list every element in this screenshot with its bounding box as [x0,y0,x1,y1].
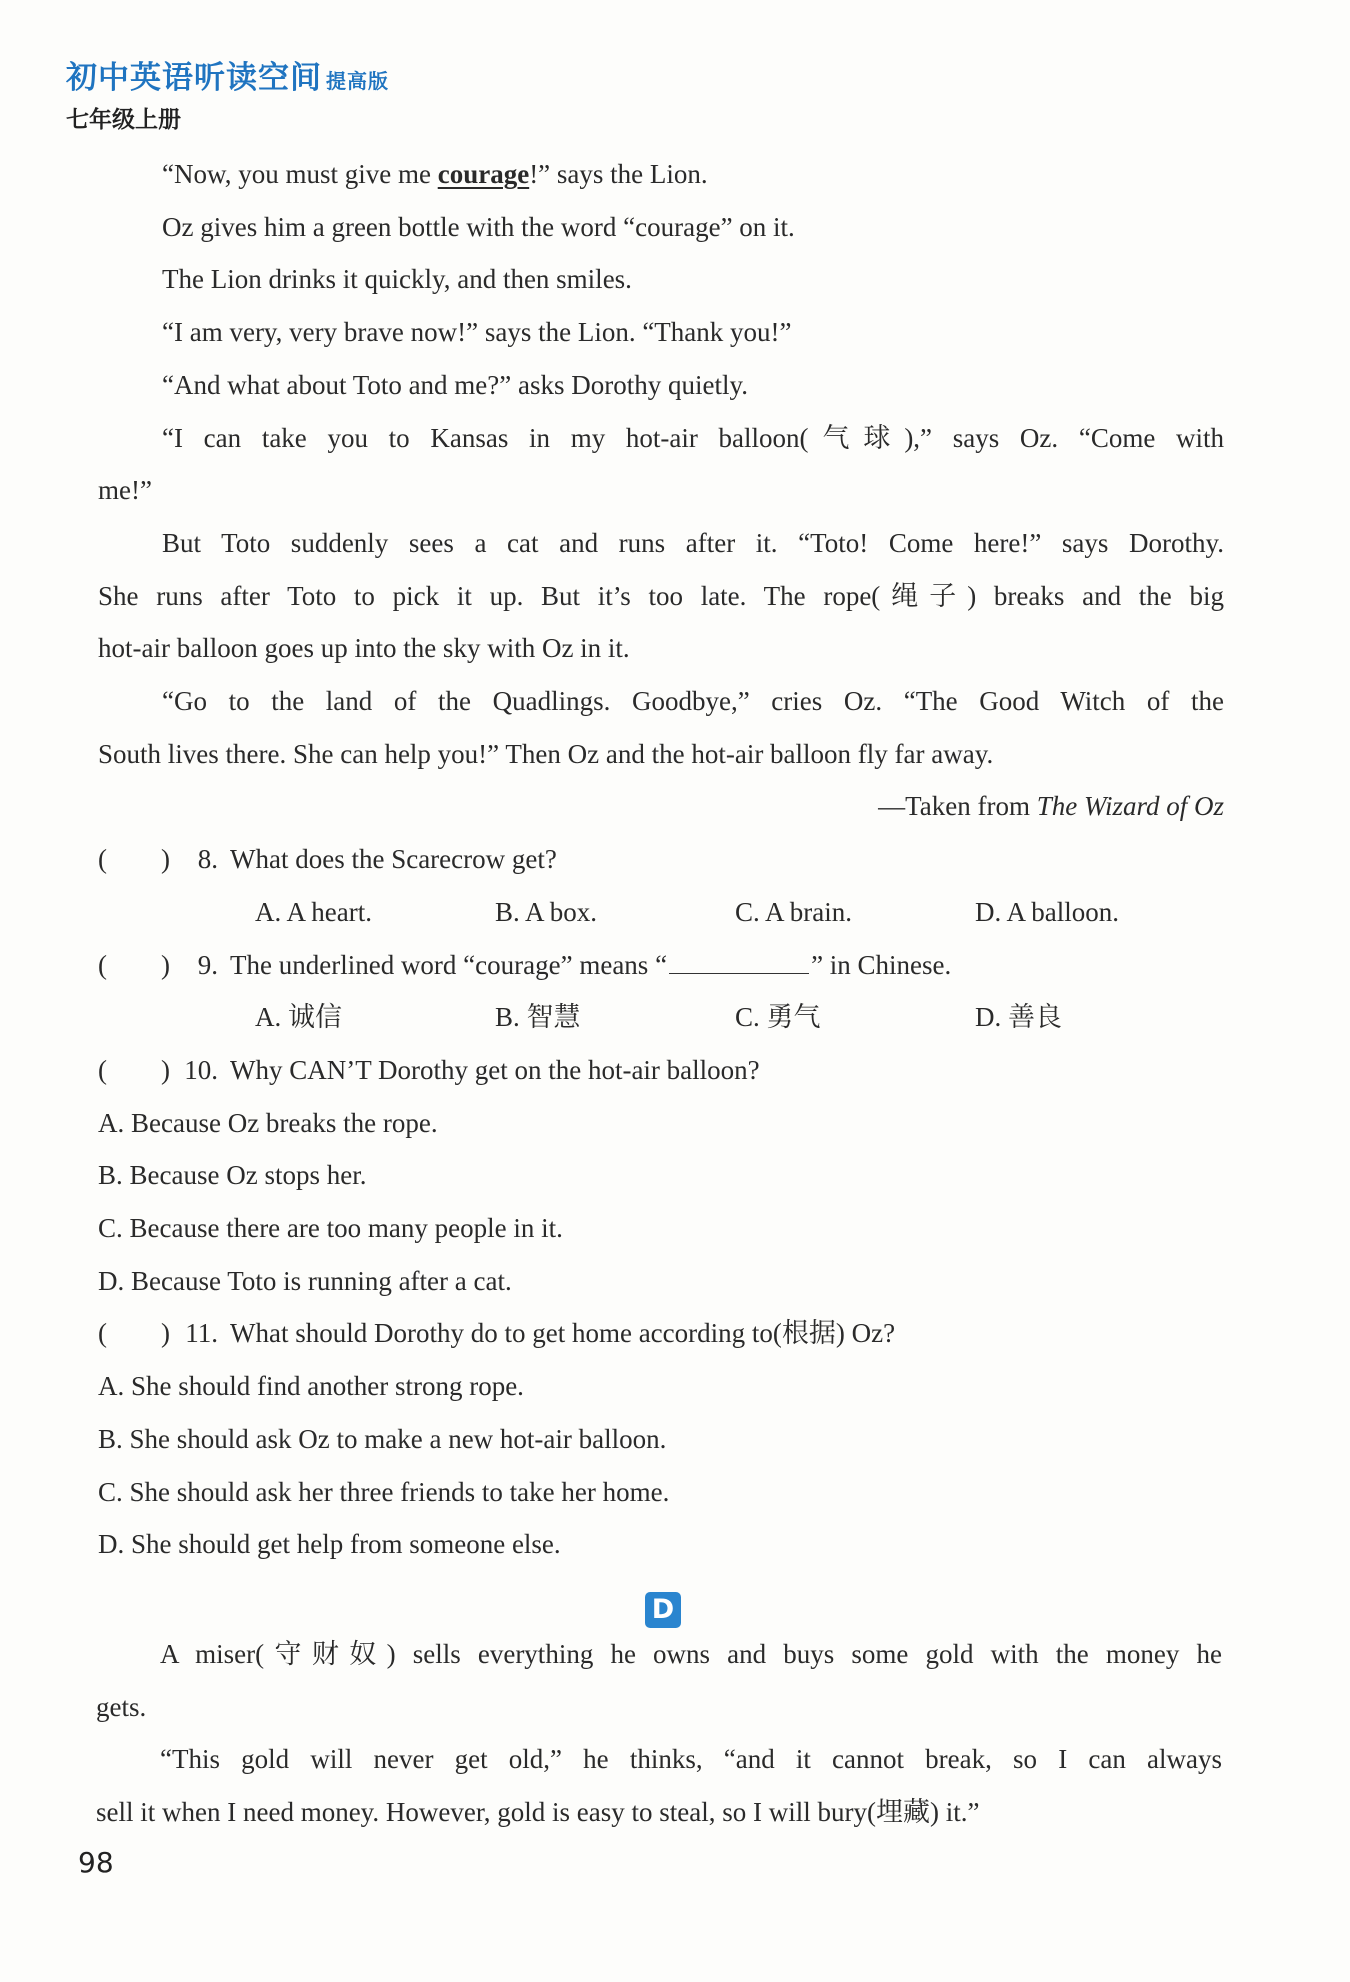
story-line: “I can take you to Kansas in my hot-air balloon(气球),” says Oz. “Come with [162,422,1224,453]
option-b: B. She should ask Oz to make a new hot-air balloon. [98,1423,667,1454]
page-header [66,52,389,134]
option-a: A. Because Oz breaks the rope. [98,1107,438,1138]
option-b: B. 智慧 [495,1002,581,1033]
story-paragraph: “Now, you must give me courage!” says the Lion. [162,159,708,189]
question-8 [98,833,1224,886]
story-paragraph: Oz gives him a green bottle with the word “courage” on it. [162,211,795,242]
answer-blank[interactable]: ( ) [98,949,170,980]
book-title-text: 初中英语听读空间 [66,60,322,96]
book-title [66,52,389,97]
story-line: gets. [96,1691,147,1722]
story-line: “This gold will never get old,” he thinks, “and it cannot break, so I can always [160,1744,1222,1775]
question-8-options [255,886,1224,939]
page-number: 98 [78,1846,114,1879]
story-line: She runs after Toto to pick it up. But it’s too late. The rope(绳子) breaks and the big [98,580,1224,611]
question-number: 10. [184,1054,218,1085]
question-number: 8. [197,844,218,875]
grade-label: 七年级上册 [66,107,181,133]
story-text [98,148,1224,1571]
option-d: D. 善良 [975,1002,1062,1033]
story-paragraph: “And what about Toto and me?” asks Dorothy quietly. [162,369,748,400]
question-number: 9. [197,949,218,980]
question-9-options [255,991,1224,1044]
option-a: A. 诚信 [255,1002,342,1033]
answer-blank[interactable]: ( ) [98,1318,170,1349]
option-d: D. A balloon. [975,896,1120,927]
option-c: C. Because there are too many people in it. [98,1213,563,1244]
fill-in-blank[interactable] [669,943,809,974]
question-text: What does the Scarecrow get? [230,844,557,875]
story-line: But Toto suddenly sees a cat and runs after it. “Toto! Come here!” says Dorothy. [162,527,1224,558]
story-line: sell it when I need money. However, gold is easy to steal, so I will bury(埋藏) it.” [96,1797,980,1828]
question-text: What should Dorothy do to get home according to(根据) Oz? [230,1318,896,1349]
question-10 [98,1044,1224,1097]
question-number: 11. [185,1318,218,1349]
question-11 [98,1307,1224,1360]
story-paragraph: “I am very, very brave now!” says the Lion. “Thank you!” [162,317,792,348]
story-line: “Go to the land of the Quadlings. Goodbye,” cries Oz. “The Good Witch of the [162,686,1224,717]
option-c: C. 勇气 [735,1002,821,1033]
option-c: C. She should ask her three friends to take her home. [98,1476,670,1507]
option-a: A. She should find another strong rope. [98,1371,524,1402]
story-paragraph: The Lion drinks it quickly, and then smiles. [162,264,632,295]
answer-blank[interactable]: ( ) [98,1054,170,1085]
edition-label: 提高版 [326,69,389,93]
question-text: Why CAN’T Dorothy get on the hot-air balloon? [230,1054,760,1085]
section-d-badge: D [645,1592,681,1628]
question-9 [98,939,1224,992]
story-line: A miser(守财奴) sells everything he owns and buys some gold with the money he [160,1639,1222,1669]
option-a: A. A heart. [255,896,372,927]
answer-blank[interactable]: ( ) [98,844,170,875]
option-c: C. A brain. [735,896,853,927]
source-citation: —Taken from The Wizard of Oz [878,791,1224,822]
story-line: hot-air balloon goes up into the sky with Oz in it. [98,633,630,664]
story-line: me!” [98,475,152,506]
section-d-text [96,1628,1222,1839]
option-d: D. Because Toto is running after a cat. [98,1265,512,1296]
option-b: B. Because Oz stops her. [98,1160,367,1191]
question-text: The underlined word “courage” means “ ” in Chinese. [230,939,951,992]
underlined-word: courage [437,159,530,189]
source-title: The Wizard of Oz [1036,791,1224,822]
option-d: D. She should get help from someone else. [98,1529,561,1560]
story-line: South lives there. She can help you!” Then Oz and the hot-air balloon fly far away. [98,738,994,769]
option-b: B. A box. [495,896,598,927]
